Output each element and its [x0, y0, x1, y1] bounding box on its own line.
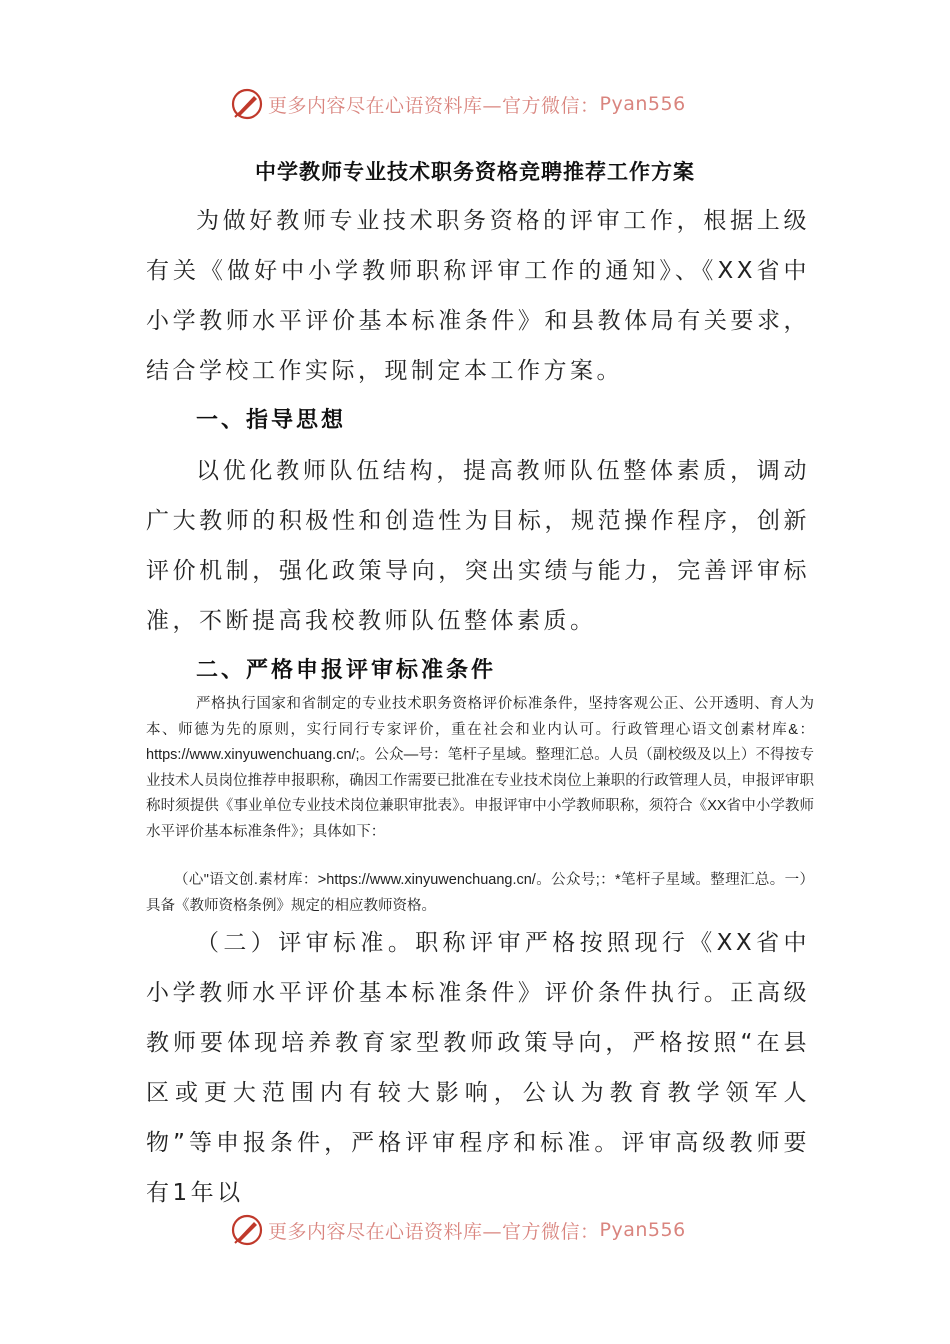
- section1-paragraph: 以优化教师队伍结构，提高教师队伍整体素质，调动广大教师的积极性和创造性为目标，规范操作程序，创新评价机制，强化政策导向，突出实绩与能力，完善评审标准，不断提高我校教师队伍整体素质。: [146, 458, 810, 634]
- banner-text: 更多内容尽在心语资料库—官方微信：: [268, 94, 600, 117]
- banner-wechat-id: Pyan556: [599, 1219, 686, 1241]
- banner-wechat-id: Pyan556: [599, 93, 686, 115]
- section1-heading: 一、指导思想: [196, 408, 347, 433]
- pen-logo-icon: [230, 87, 264, 121]
- section2-item2-paragraph: （二）评审标准。职称评审严格按照现行《XX省中小学教师水平评价基本标准条件》评价条件执行。正高级教师要体现培养教育家型教师政策导向，严格按照“在县区或更大范围内有较大影响，公认为教育教学领军人物”等申报条件，严格评审程序和标准。评审高级教师要有1年以: [146, 930, 810, 1206]
- section2-heading: 二、严格申报评审标准条件: [196, 658, 497, 683]
- pen-logo-icon: [230, 1213, 264, 1247]
- header-banner: [230, 86, 686, 122]
- footer-banner: [230, 1212, 686, 1248]
- document-title: 中学教师专业技术职务资格竞聘推荐工作方案: [255, 160, 695, 184]
- small-paragraph-2: （心"语文创.素材库：>https://www.xinyuwenchuang.cn/。公众号;：*笔杆子星域。整理汇总。一）具备《教师资格条例》规定的相应教师资格。: [146, 872, 814, 914]
- small-paragraph-1: 严格执行国家和省制定的专业技术职务资格评价标准条件，坚持客观公正、公开透明、育人为本、师德为先的原则，实行同行专家评价，重在社会和业内认可。行政管理心语文创素材库&：https://www.xinyuwenchuang.cn/;。公众—号：笔杆子星域。整理汇总。人员（副校级及以上）不得按专业技术人员岗位推荐申报职称，确因工作需要已批准在专业技术岗位上兼职的行政管理人员，申报评审职称时须提供《事业单位专业技术岗位兼职审批表》。申报评审中小学教师职称，须符合《XX省中小学教师水平评价基本标准条件》；具体如下：: [146, 696, 814, 840]
- intro-paragraph: 为做好教师专业技术职务资格的评审工作，根据上级有关《做好中小学教师职称评审工作的通知》、《XX省中小学教师水平评价基本标准条件》和县教体局有关要求，结合学校工作实际，现制定本工作方案。: [146, 208, 810, 384]
- body-block-1: [146, 196, 810, 696]
- body-block-2: [146, 918, 810, 1218]
- banner-text: 更多内容尽在心语资料库—官方微信：: [268, 1220, 600, 1243]
